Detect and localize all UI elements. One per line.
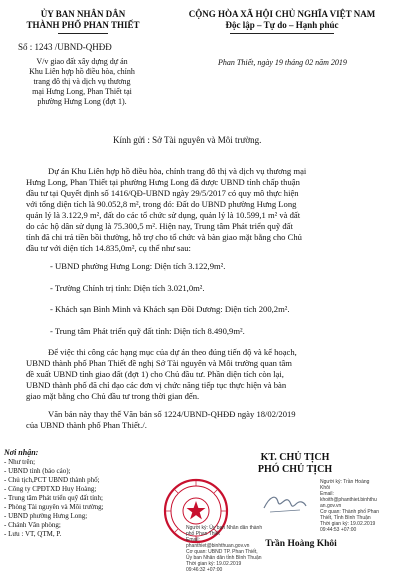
recipient-item: - Lưu : VT, QTM, P. — [4, 530, 62, 538]
bullet-1: - UBND phường Hưng Long: Diện tích 3.122,9m². — [50, 261, 226, 271]
sig-line: Ủy ban Nhân dân tỉnh Bình Thuận — [186, 555, 262, 561]
subject-line: mại Hưng Long, Phan Thiết tại — [32, 87, 132, 96]
paragraph-line: UBND thành phố Phan Thiết đề nghị Sở Tài nguyên và Môi trường quan tâm — [26, 358, 292, 368]
paragraph-1 — [26, 166, 384, 254]
sig-line: Người ký: Trần Hoàng — [320, 479, 370, 485]
paragraph-line: Văn bản này thay thế Văn bản số 1224/UBND-QHĐĐ ngày 18/02/2019 — [48, 409, 296, 419]
paragraph-line: đầu tư với diện tích 14.835,0m², cụ thể như sau: — [26, 243, 191, 253]
recipient-item: - Phòng Tài nguyên và Môi trường; — [4, 503, 104, 511]
handwritten-signature-icon — [260, 490, 310, 516]
recipient-item: - Chánh Văn phòng; — [4, 521, 61, 529]
subject-block — [2, 57, 162, 107]
subject-line: V/v giao đất xây dựng dự án — [36, 57, 128, 66]
paragraph-line: đầu tư tại Quyết định số 1416/QĐ-UBND ngày 29/5/2017 có quy mô thực hiện — [26, 188, 299, 198]
digital-signature-info-right — [320, 479, 402, 533]
agency-name-line1: ỦY BAN NHÂN DÂN — [40, 9, 126, 19]
subject-line: Khu Liên hợp hồ điều hòa, chỉnh — [29, 67, 135, 76]
sig-line: Khôi — [320, 485, 331, 491]
recipient-item: - Như trên; — [4, 458, 36, 466]
national-motto: Độc lập – Tự do – Hạnh phúc — [225, 20, 339, 30]
recipient-item: - Công ty CPĐTXD Huy Hoàng; — [4, 485, 97, 493]
document-date: Phan Thiết, ngày 19 tháng 02 năm 2019 — [218, 58, 347, 67]
sig-line: Thời gian ký: 19.02.2019 — [186, 561, 242, 567]
paragraph-line: tỉnh đã chi trả tiền bồi thường, hỗ trợ cho tổ chức và bàn giao mặt bằng cho Chủ — [26, 232, 302, 242]
signature-title-2: PHÓ CHỦ TỊCH — [257, 464, 333, 475]
recipients-list — [4, 448, 164, 539]
sig-line: Thời gian ký: 19.02.2019 — [320, 521, 376, 527]
sig-line: Email: — [320, 491, 334, 497]
paragraph-line: với tổng diện tích là 90.052,8 m², trong đó: Đất do UBND phường Hưng Long — [26, 199, 297, 209]
document-number: Số : 1243 /UBND-QHĐĐ — [18, 42, 112, 52]
recipient-item: - Chủ tịch,PCT UBND thành phố; — [4, 476, 100, 484]
sig-line: Người ký: Ủy ban Nhân dân thành — [186, 525, 263, 531]
sig-line: 09:44:53 +07:00 — [320, 527, 357, 533]
recipients-title: Nơi nhận: — [4, 448, 39, 457]
recipient-item: - UBND tỉnh (báo cáo); — [4, 467, 71, 475]
bullet-4: - Trung tâm Phát triển quỹ đất tỉnh: Diện tích 8.490,9m². — [50, 326, 245, 336]
sig-line: Email: — [186, 537, 200, 543]
sig-line: an.gov.vn — [320, 503, 342, 509]
sig-line: khoith@phanthiet.binhthu — [320, 497, 377, 503]
paragraph-line: Để việc thi công các hạng mục của dự án theo đúng tiến độ và kế hoạch, — [48, 347, 297, 357]
paragraph-line: do các hộ dân sử dụng là 75.300,5 m². Hiện nay, Trung tâm Phát triển quỹ đất — [26, 221, 293, 231]
paragraph-line: Dự án Khu Liên hợp hồ điều hòa, chỉnh trang đô thị và dịch vụ thương mại — [48, 166, 307, 176]
motto-underline — [230, 33, 334, 34]
subject-line: phường Hưng Long (đợt 1). — [37, 97, 127, 106]
paragraph-line: đề xuất UBND tỉnh giao đất (đợt 1) cho Chủ đầu tư. Phần diện tích còn lại, — [26, 369, 284, 379]
paragraph-line: của UBND thành phố Phan Thiết./. — [26, 420, 147, 430]
agency-underline — [58, 33, 108, 34]
sig-line: Cơ quan: UBND TP. Phan Thiết, — [186, 549, 258, 555]
paragraph-line: UBND thành phố đã chỉ đạo các đơn vị chức năng tiếp tục thực hiện và bàn — [26, 380, 287, 390]
subject-line: trang đô thị và dịch vụ thương — [33, 77, 131, 86]
paragraph-2 — [26, 347, 384, 402]
signer-name: Trần Hoàng Khôi — [265, 539, 337, 549]
digital-signature-info-left — [186, 525, 296, 573]
sig-line: Thiết, Tỉnh Bình Thuận — [320, 515, 371, 521]
sig-line: phanthiet@binhthuan.gov.vn — [186, 543, 250, 549]
recipient-item: - Trung tâm Phát triển quỹ đất tỉnh; — [4, 494, 103, 502]
bullet-3: - Khách sạn Bình Minh và Khách sạn Đồi Dương: Diện tích 200,2m². — [50, 304, 290, 314]
recipient-item: - UBND phường Hưng Long; — [4, 512, 88, 520]
paragraph-3 — [26, 409, 384, 431]
sig-line: Cơ quan: Thành phố Phan — [320, 509, 380, 515]
sig-line: 09:46:32 +07:00 — [186, 567, 223, 573]
paragraph-line: giao mặt bằng cho Chủ đầu tư trong thời gian đến. — [26, 391, 200, 401]
signature-title-1: KT. CHỦ TỊCH — [260, 452, 330, 463]
national-title: CỘNG HÒA XÃ HỘI CHỦ NGHĨA VIỆT NAM — [188, 9, 376, 19]
paragraph-line: quản lý là 3.122,9 m², đất do các tổ chức sử dụng, quản lý là 10.599,1 m² và đất — [26, 210, 301, 220]
recipient: Kính gửi : Sở Tài nguyên và Môi trường. — [113, 135, 262, 145]
sig-line: phố Phan Thiết — [186, 531, 220, 537]
bullet-2: - Trường Chính trị tỉnh: Diện tích 3.021,0m². — [50, 283, 205, 293]
paragraph-line: Hưng Long, Phan Thiết tại phường Hưng Long đã được UBND tỉnh chấp thuận — [26, 177, 300, 187]
agency-name-line2: THÀNH PHỐ PHAN THIẾT — [26, 20, 140, 30]
